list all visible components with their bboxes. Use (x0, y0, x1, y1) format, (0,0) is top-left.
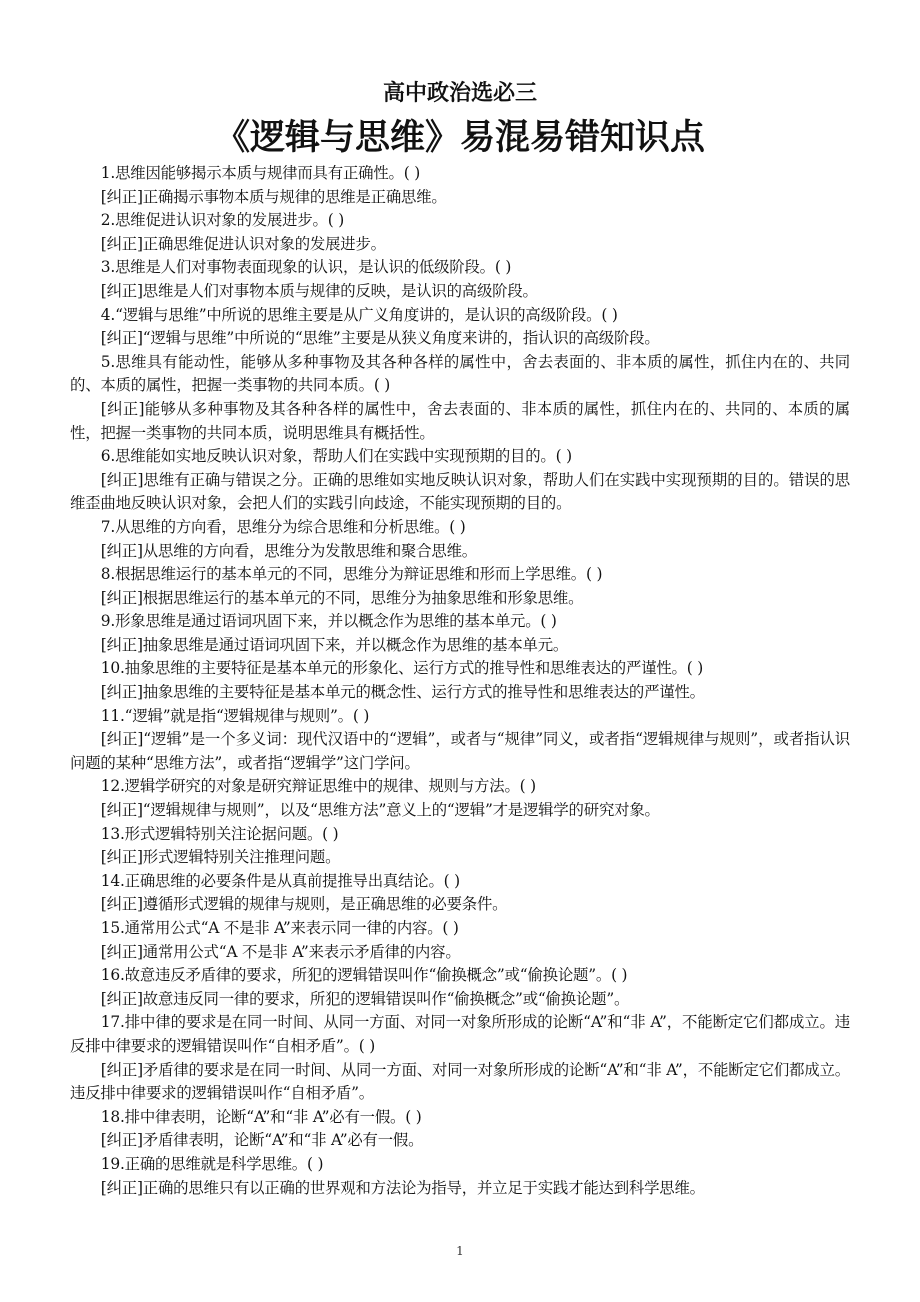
statement-paragraph: 3.思维是人们对事物表面现象的认识，是认识的低级阶段。( ) (100, 258, 512, 277)
statement-paragraph: 16.故意违反矛盾律的要求，所犯的逻辑错误叫作“偷换概念”或“偷换论题”。( ) (100, 966, 628, 985)
statement-paragraph: 8.根据思维运行的基本单元的不同，思维分为辩证思维和形而上学思维。( ) (100, 565, 603, 584)
statement-paragraph: 9.形象思维是通过语词巩固下来，并以概念作为思维的基本单元。( ) (100, 612, 557, 631)
statement-paragraph: 6.思维能如实地反映认识对象，帮助人们在实践中实现预期的目的。( ) (100, 447, 572, 466)
correction-paragraph: [纠正]“逻辑规律与规则”，以及“思维方法”意义上的“逻辑”才是逻辑学的研究对象。 (100, 801, 660, 820)
statement-paragraph: 7.从思维的方向看，思维分为综合思维和分析思维。( ) (100, 517, 466, 536)
correction-paragraph: [纠正]思维是人们对事物本质与规律的反映，是认识的高级阶段。 (100, 281, 538, 300)
statement-paragraph: 19.正确的思维就是科学思维。( ) (100, 1154, 324, 1173)
correction-paragraph: [纠正]能够从多种事物及其各种各样的属性中，舍去表面的、非本质的属性，抓住内在的、共同的、本质的属性，把握一类事物的共同本质，说明思维具有概括性。 (70, 399, 850, 442)
statement-paragraph: 4.“逻辑与思维”中所说的思维主要是从广义角度讲的，是认识的高级阶段。( ) (100, 305, 618, 324)
correction-paragraph: [纠正]形式逻辑特别关注推理问题。 (100, 848, 341, 867)
statement-paragraph: 10.抽象思维的主要特征是基本单元的形象化、运行方式的推导性和思维表达的严谨性。( ) (100, 659, 704, 678)
statement-paragraph: 5.思维具有能动性，能够从多种事物及其各种各样的属性中，舍去表面的、非本质的属性，抓住内在的、共同的、本质的属性，把握一类事物的共同本质。( ) (70, 352, 850, 395)
correction-paragraph: [纠正]正确揭示事物本质与规律的思维是正确思维。 (100, 187, 447, 206)
correction-paragraph: [纠正]故意违反同一律的要求，所犯的逻辑错误叫作“偷换概念”或“偷换论题”。 (100, 989, 630, 1008)
statement-paragraph: 11.“逻辑”就是指“逻辑规律与规则”。( ) (100, 706, 370, 725)
statement-paragraph: 17.排中律的要求是在同一时间、从同一方面、对同一对象所形成的论断“A”和“非 A”，不能断定它们都成立。违反排中律要求的逻辑错误叫作“自相矛盾”。( ) (70, 1013, 850, 1055)
correction-paragraph: [纠正]“逻辑与思维”中所说的“思维”主要是从狭义角度来讲的，指认识的高级阶段。 (100, 329, 660, 348)
correction-paragraph: [纠正]抽象思维是通过语词巩固下来，并以概念作为思维的基本单元。 (100, 635, 569, 654)
correction-paragraph: [纠正]通常用公式“A 不是非 A”来表示矛盾律的内容。 (100, 942, 461, 961)
correction-paragraph: [纠正]思维有正确与错误之分。正确的思维如实地反映认识对象，帮助人们在实践中实现预期的目的。错误的思维歪曲地反映认识对象，会把人们的实践引向歧途，不能实现预期的目的。 (70, 470, 850, 513)
statement-paragraph: 12.逻辑学研究的对象是研究辩证思维中的规律、规则与方法。( ) (100, 777, 536, 796)
document-title: 《逻辑与思维》易混易错知识点 (214, 118, 705, 158)
document-body (70, 162, 850, 1200)
page-number: 1 (456, 1244, 464, 1258)
statement-paragraph: 15.通常用公式“A 不是非 A”来表示同一律的内容。( ) (100, 919, 459, 937)
correction-paragraph: [纠正]正确思维促进认识对象的发展进步。 (100, 234, 386, 253)
statement-paragraph: 13.形式逻辑特别关注论据问题。( ) (100, 824, 339, 843)
correction-paragraph: [纠正]遵循形式逻辑的规律与规则，是正确思维的必要条件。 (100, 895, 508, 914)
correction-paragraph: [纠正]从思维的方向看，思维分为发散思维和聚合思维。 (100, 541, 477, 560)
correction-paragraph: [纠正]矛盾律的要求是在同一时间、从同一方面、对同一对象所形成的论断“A”和“非 A”，不能断定它们都成立。违反排中律要求的逻辑错误叫作“自相矛盾”。 (70, 1060, 850, 1103)
document-subtitle: 高中政治选必三 (382, 81, 537, 106)
statement-paragraph: 14.正确思维的必要条件是从真前提推导出真结论。( ) (100, 871, 460, 890)
correction-paragraph: [纠正]矛盾律表明，论断“A”和“非 A”必有一假。 (100, 1131, 424, 1150)
statement-paragraph: 1.思维因能够揭示本质与规律而具有正确性。( ) (100, 164, 421, 182)
statement-paragraph: 18.排中律表明，论断“A”和“非 A”必有一假。( ) (100, 1107, 422, 1126)
correction-paragraph: [纠正]“逻辑”是一个多义词：现代汉语中的“逻辑”，或者与“规律”同义，或者指“逻辑规律与规则”，或者指认识问题的某种“思维方法”，或者指“逻辑学”这门学问。 (70, 730, 850, 772)
correction-paragraph: [纠正]抽象思维的主要特征是基本单元的概念性、运行方式的推导性和思维表达的严谨性。 (100, 683, 705, 702)
statement-paragraph: 2.思维促进认识对象的发展进步。( ) (100, 211, 345, 230)
correction-paragraph: [纠正]根据思维运行的基本单元的不同，思维分为抽象思维和形象思维。 (100, 588, 584, 607)
correction-paragraph: [纠正]正确的思维只有以正确的世界观和方法论为指导，并立足于实践才能达到科学思维。 (100, 1178, 705, 1197)
